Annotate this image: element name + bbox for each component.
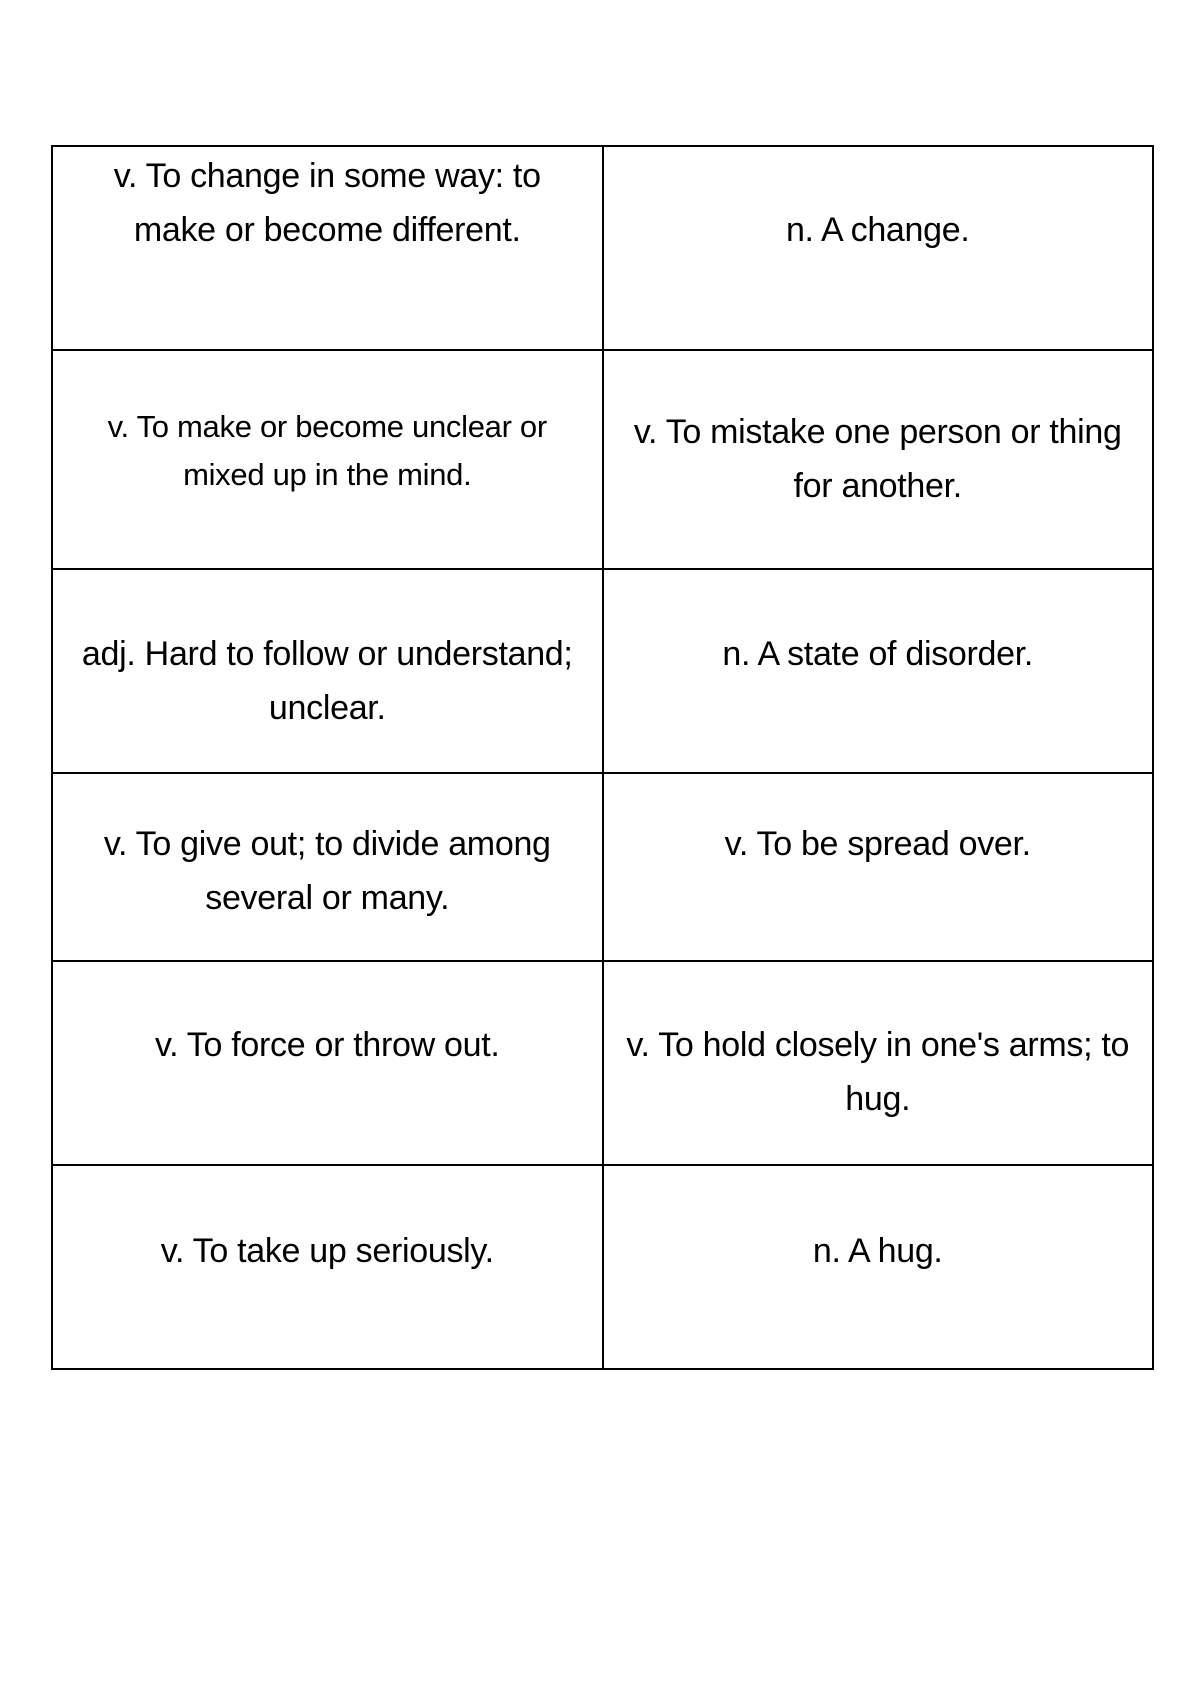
card-row <box>52 569 1153 773</box>
definition-text: v. To give out; to divide among several or many. <box>103 825 551 917</box>
definition-text: v. To change in some way: to make or become different. <box>113 157 541 249</box>
definition-text: adj. Hard to follow or understand; unclear. <box>81 635 573 727</box>
definition-text: v. To mistake one person or thing for another. <box>633 413 1122 505</box>
definition-card <box>52 569 603 773</box>
definition-text: v. To force or throw out. <box>154 1026 500 1064</box>
definition-card <box>603 569 1154 773</box>
definition-text: n. A state of disorder. <box>722 635 1034 673</box>
definition-text: v. To make or become unclear or mixed up in the mind. <box>107 409 547 492</box>
card-row <box>52 961 1153 1165</box>
card-row <box>52 146 1153 350</box>
definition-text: v. To hold closely in one's arms; to hug. <box>626 1026 1130 1118</box>
definition-text: v. To take up seriously. <box>160 1232 494 1270</box>
definition-text: n. A change. <box>785 211 970 249</box>
definition-card <box>603 350 1154 569</box>
definition-card <box>52 961 603 1165</box>
definition-card <box>603 961 1154 1165</box>
definition-text: v. To be spread over. <box>724 825 1031 863</box>
definition-card-grid <box>51 145 1154 1370</box>
definition-card <box>52 146 603 350</box>
definition-card <box>603 1165 1154 1369</box>
definition-card <box>52 1165 603 1369</box>
definition-text: n. A hug. <box>812 1232 943 1270</box>
card-row <box>52 773 1153 961</box>
definition-card <box>603 773 1154 961</box>
definition-card <box>603 146 1154 350</box>
card-row <box>52 1165 1153 1369</box>
card-row <box>52 350 1153 569</box>
definition-card <box>52 773 603 961</box>
definition-card <box>52 350 603 569</box>
